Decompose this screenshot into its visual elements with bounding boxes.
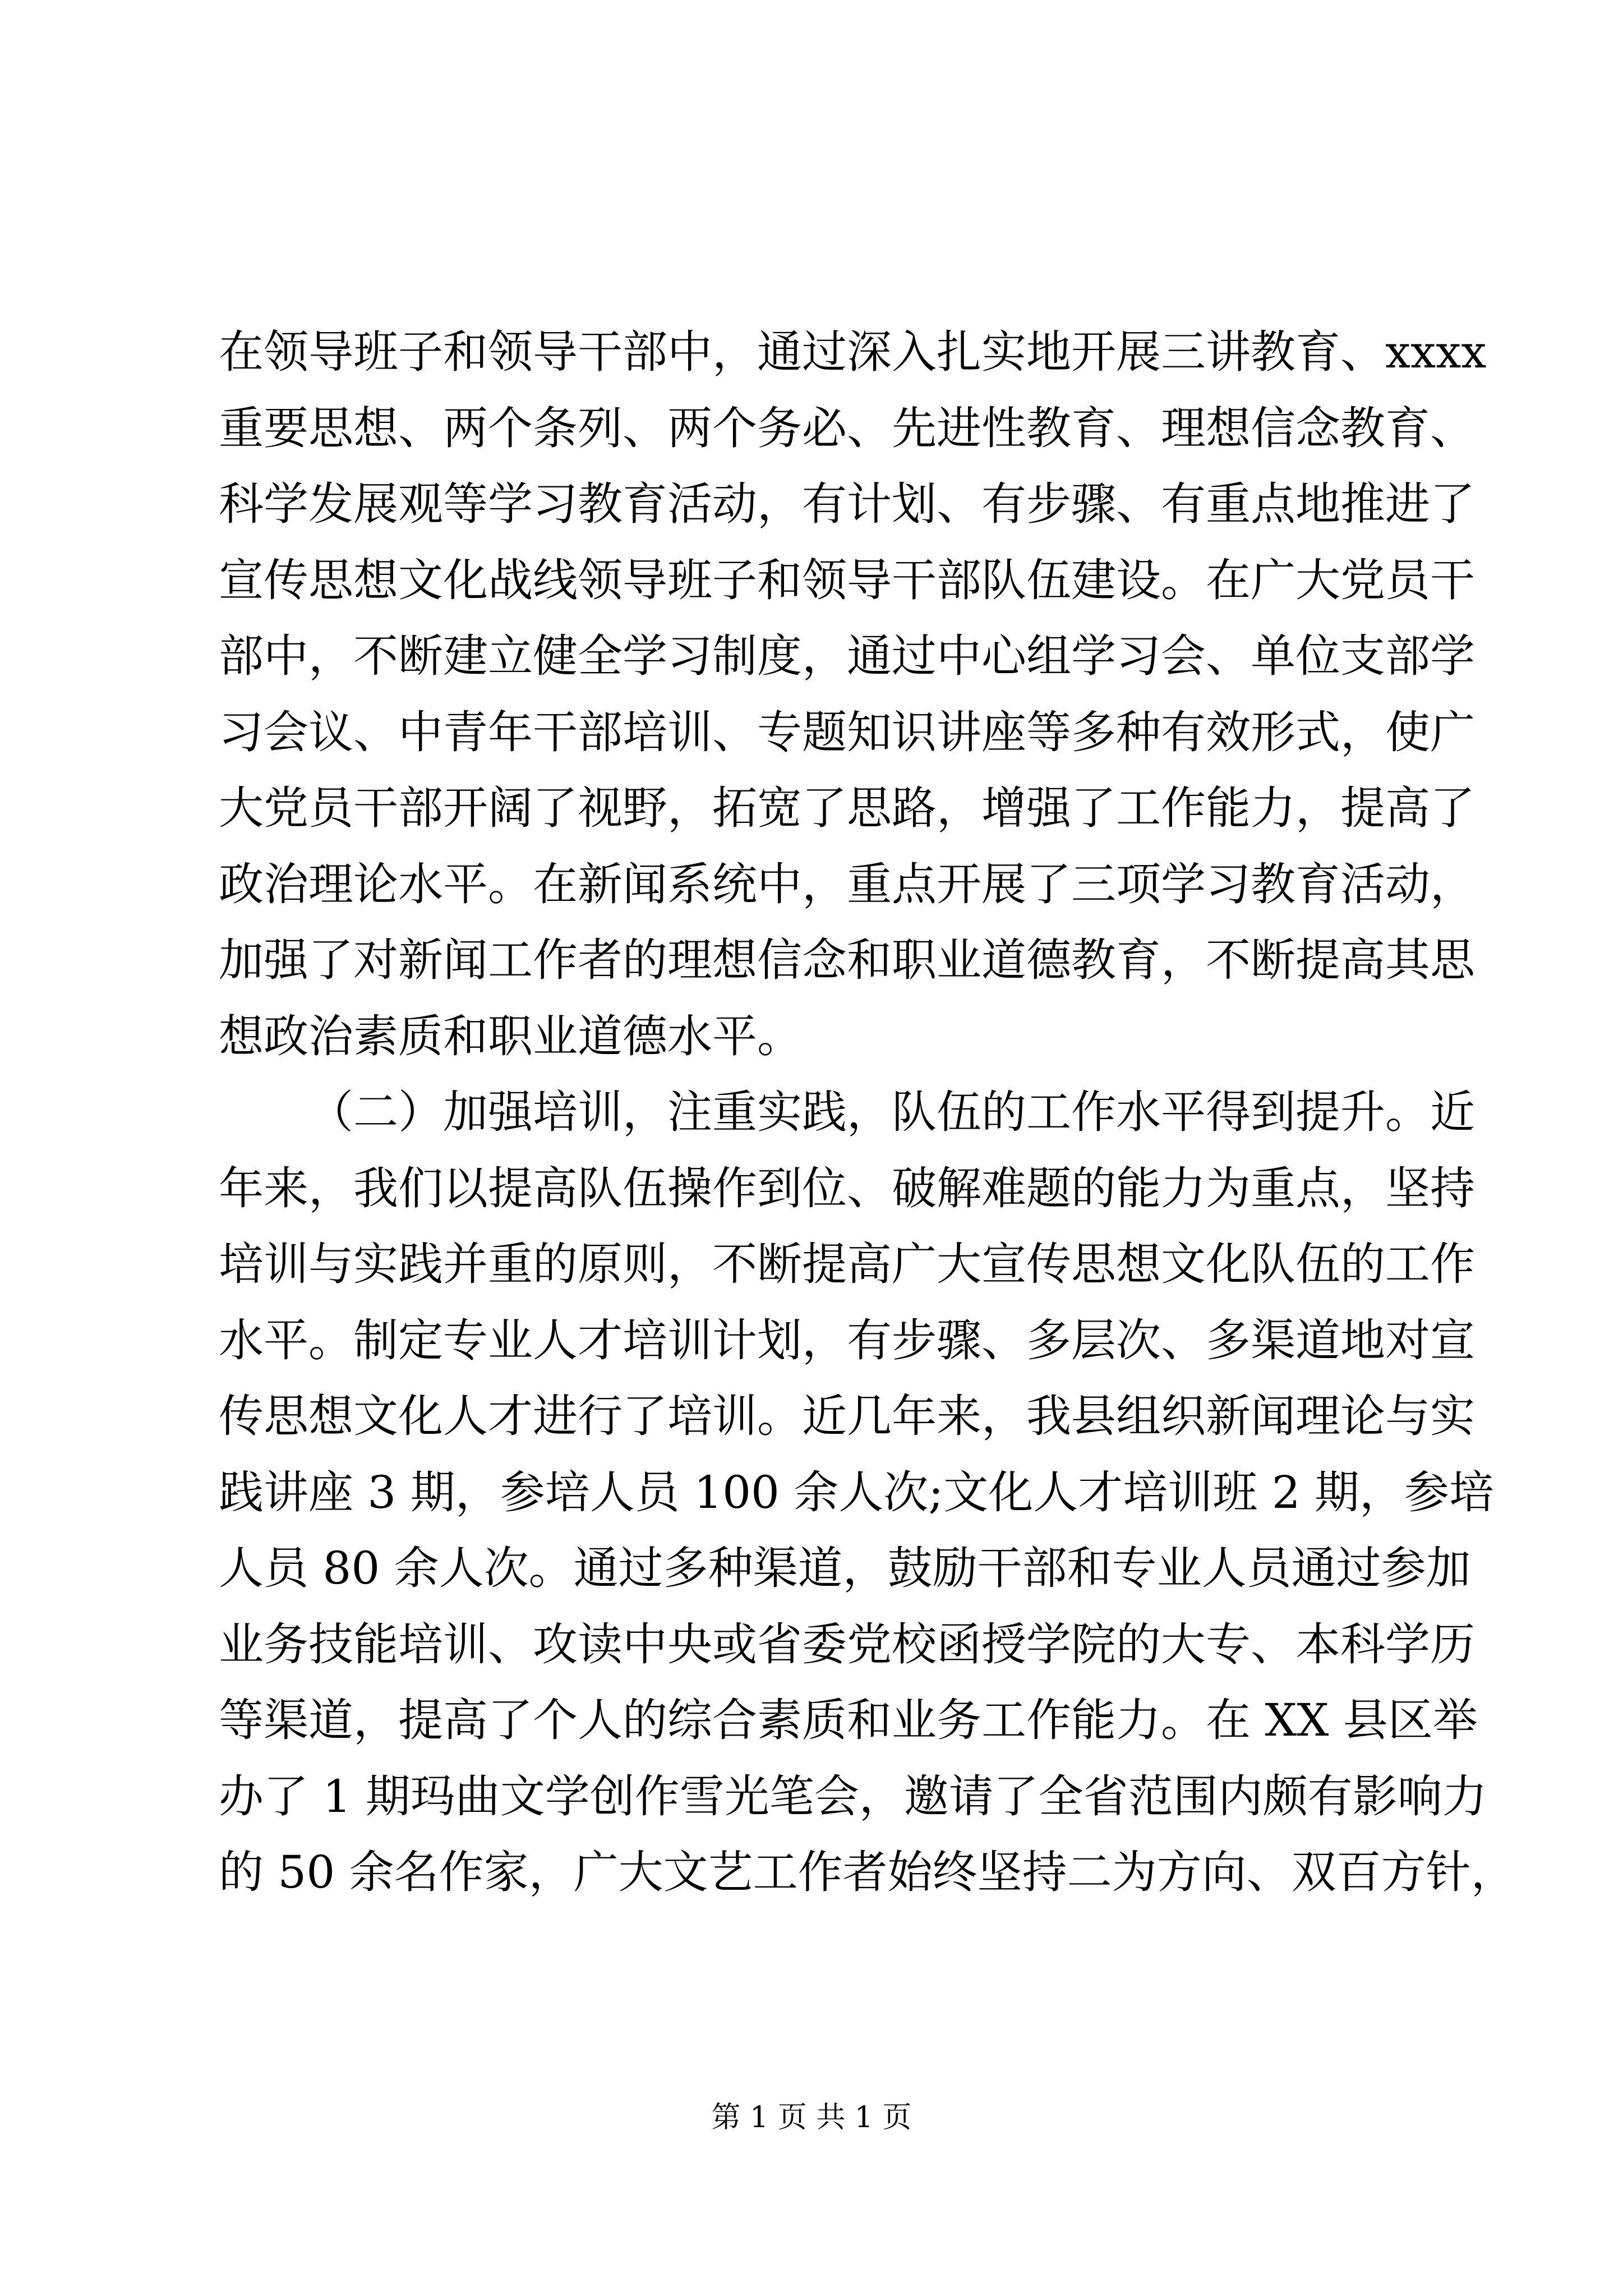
text-line: 业务技能培训、攻读中央或省委党校函授学院的大专、本科学历 bbox=[219, 1618, 1475, 1671]
text-line: 践讲座 3 期，参培人员 100 余人次;文化人才培训班 2 期，参培 bbox=[219, 1466, 1495, 1519]
page-number-footer: 第 1 页 共 1 页 bbox=[711, 2101, 912, 2134]
text-line: 宣传思想文化战线领导班子和领导干部队伍建设。在广大党员干 bbox=[219, 554, 1475, 606]
text-line: 科学发展观等学习教育活动，有计划、有步骤、有重点地推进了 bbox=[219, 478, 1475, 530]
text-line: 重要思想、两个条列、两个务必、先进性教育、理想信念教育、 bbox=[219, 402, 1475, 454]
text-line: 大党员干部开阔了视野，拓宽了思路，增强了工作能力，提高了 bbox=[219, 782, 1475, 834]
text-line: 想政治素质和职业道德水平。 bbox=[219, 1010, 802, 1062]
text-line: 培训与实践并重的原则，不断提高广大宣传思想文化队伍的工作 bbox=[219, 1238, 1475, 1290]
text-line: 部中，不断建立健全学习制度，通过中心组学习会、单位支部学 bbox=[219, 630, 1475, 682]
text-line: 政治理论水平。在新闻系统中，重点开展了三项学习教育活动， bbox=[219, 858, 1475, 910]
text-line: 办了 1 期玛曲文学创作雪光笔会，邀请了全省范围内颇有影响力 bbox=[219, 1770, 1487, 1823]
text-line: 习会议、中青年干部培训、专题知识讲座等多种有效形式，使广 bbox=[219, 706, 1475, 758]
text-line: 年来，我们以提高队伍操作到位、破解难题的能力为重点，坚持 bbox=[219, 1162, 1475, 1214]
text-line: 等渠道，提高了个人的综合素质和业务工作能力。在 XX 县区举 bbox=[219, 1694, 1478, 1746]
text-line: 水平。制定专业人才培训计划，有步骤、多层次、多渠道地对宣 bbox=[219, 1314, 1475, 1366]
paragraph-1 bbox=[219, 314, 1487, 1074]
text-line: 在领导班子和领导干部中，通过深入扎实地开展三讲教育、xxxx bbox=[219, 326, 1487, 378]
body-text bbox=[219, 314, 1516, 1911]
text-line: 加强了对新闻工作者的理想信念和职业道德教育，不断提高其思 bbox=[219, 934, 1475, 986]
paragraph-2 bbox=[219, 1074, 1516, 1911]
text-line: 传思想文化人才进行了培训。近几年来，我县组织新闻理论与实 bbox=[219, 1390, 1475, 1442]
text-line: 人员 80 余人次。通过多种渠道，鼓励干部和专业人员通过参加 bbox=[219, 1542, 1471, 1594]
text-line: （二）加强培训，注重实践，队伍的工作水平得到提升。近 bbox=[308, 1086, 1475, 1138]
text-line: 的 50 余名作家，广大文艺工作者始终坚持二为方向、双百方针， bbox=[219, 1846, 1516, 1898]
